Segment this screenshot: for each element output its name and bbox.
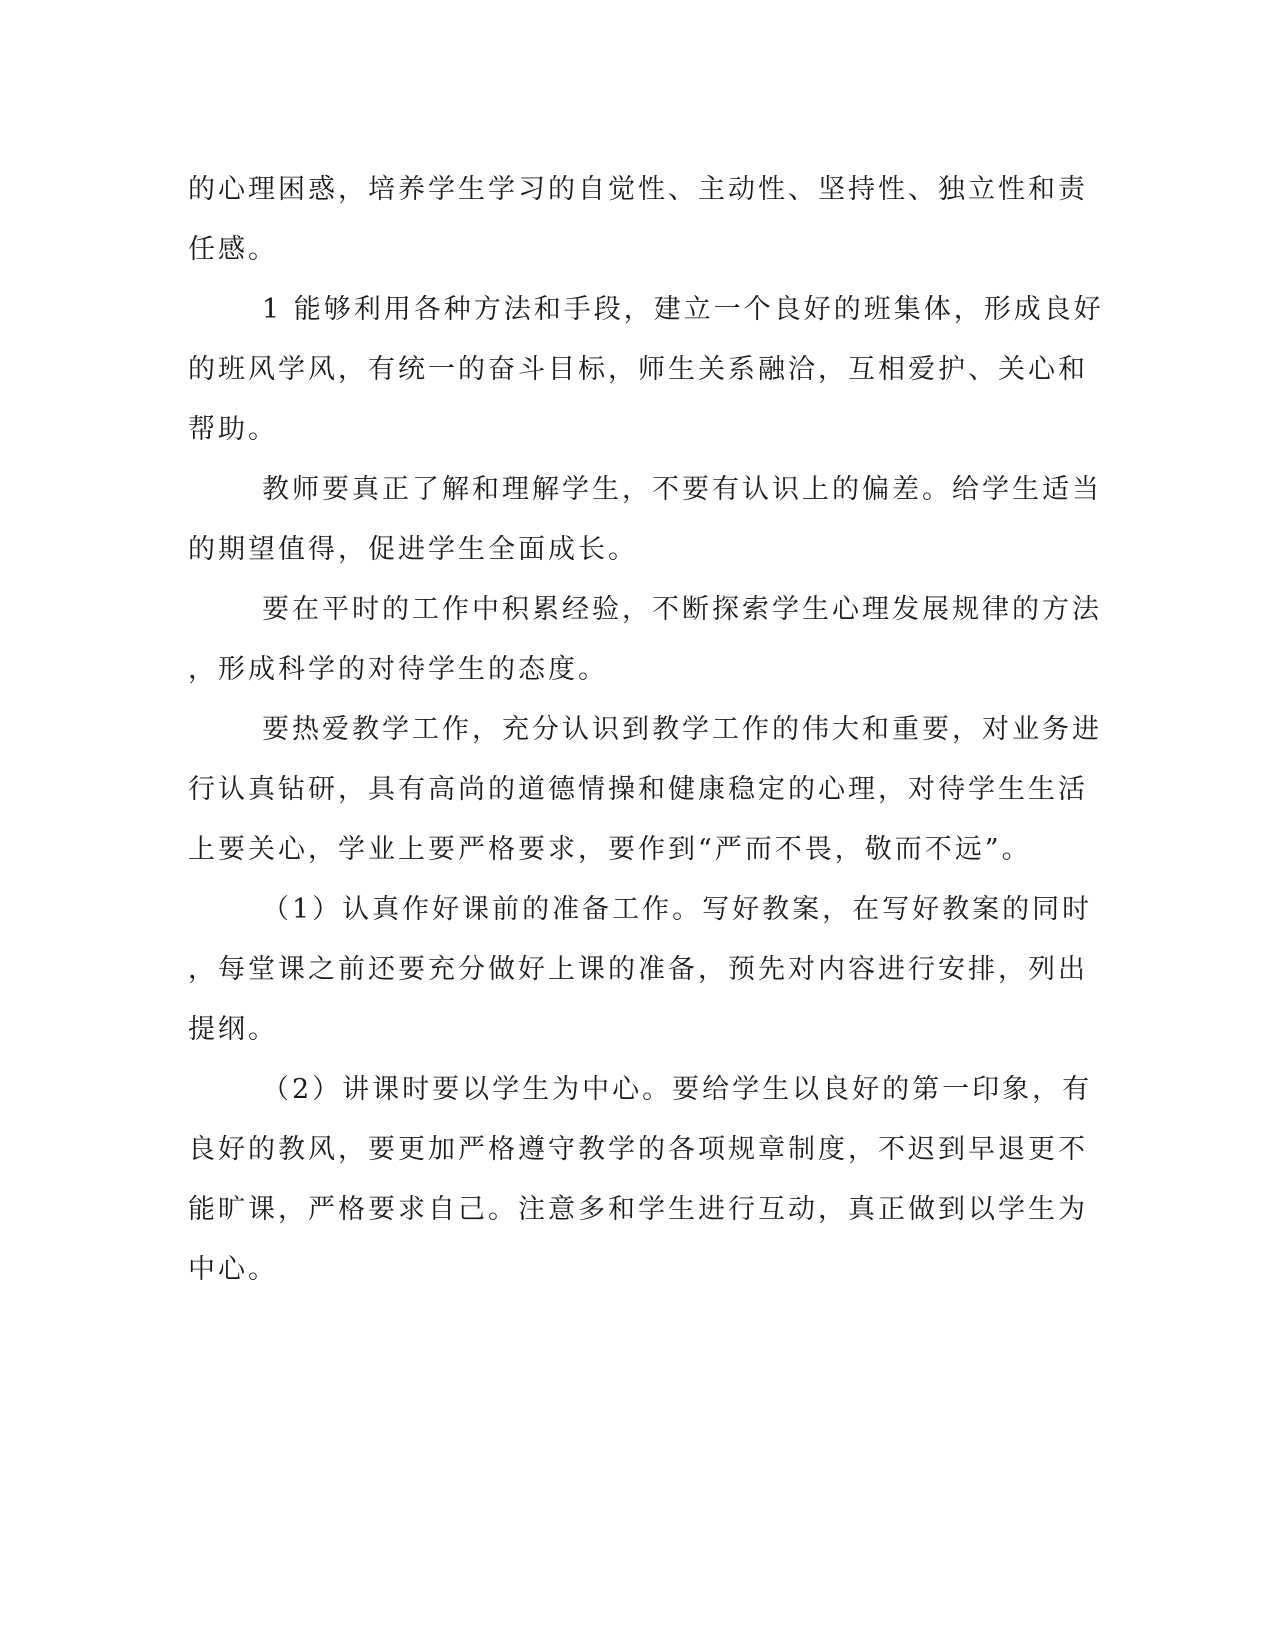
- text-line: 要在平时的工作中积累经验，不断探索学生心理发展规律的方法: [262, 594, 1102, 625]
- text-line: （1）认真作好课前的准备工作。写好教案，在写好教案的同时: [262, 894, 1093, 925]
- text-line: 提纲。: [188, 1014, 278, 1045]
- text-line: 中心。: [188, 1254, 278, 1285]
- text-line: （2）讲课时要以学生为中心。要给学生以良好的第一印象，有: [262, 1074, 1093, 1105]
- text-line: 教师要真正了解和理解学生，不要有认识上的偏差。给学生适当: [262, 474, 1102, 505]
- text-line: 的期望值得，促进学生全面成长。: [188, 534, 638, 565]
- text-line: 良好的教风，要更加严格遵守教学的各项规章制度，不迟到早退更不: [188, 1134, 1088, 1165]
- text-line: 的班风学风，有统一的奋斗目标，师生关系融洽，互相爱护、关心和: [188, 354, 1088, 385]
- text-line: 任感。: [188, 234, 278, 265]
- text-line: 的心理困惑，培养学生学习的自觉性、主动性、坚持性、独立性和责: [188, 174, 1088, 205]
- text-line: 上要关心，学业上要严格要求，要作到“严而不畏，敬而不远”。: [188, 834, 1032, 865]
- text-line: ，每堂课之前还要充分做好上课的准备，预先对内容进行安排，列出: [188, 954, 1088, 985]
- text-line: ，形成科学的对待学生的态度。: [188, 654, 608, 685]
- text-line: 能旷课，严格要求自己。注意多和学生进行互动，真正做到以学生为: [188, 1194, 1088, 1225]
- text-line: 要热爱教学工作，充分认识到教学工作的伟大和重要，对业务进: [262, 714, 1102, 745]
- text-line: 帮助。: [188, 414, 278, 445]
- text-line: 行认真钻研，具有高尚的道德情操和健康稳定的心理，对待学生生活: [188, 774, 1088, 805]
- document-body: [188, 160, 1104, 1300]
- text-line: 1 能够利用各种方法和手段，建立一个良好的班集体，形成良好: [262, 294, 1104, 325]
